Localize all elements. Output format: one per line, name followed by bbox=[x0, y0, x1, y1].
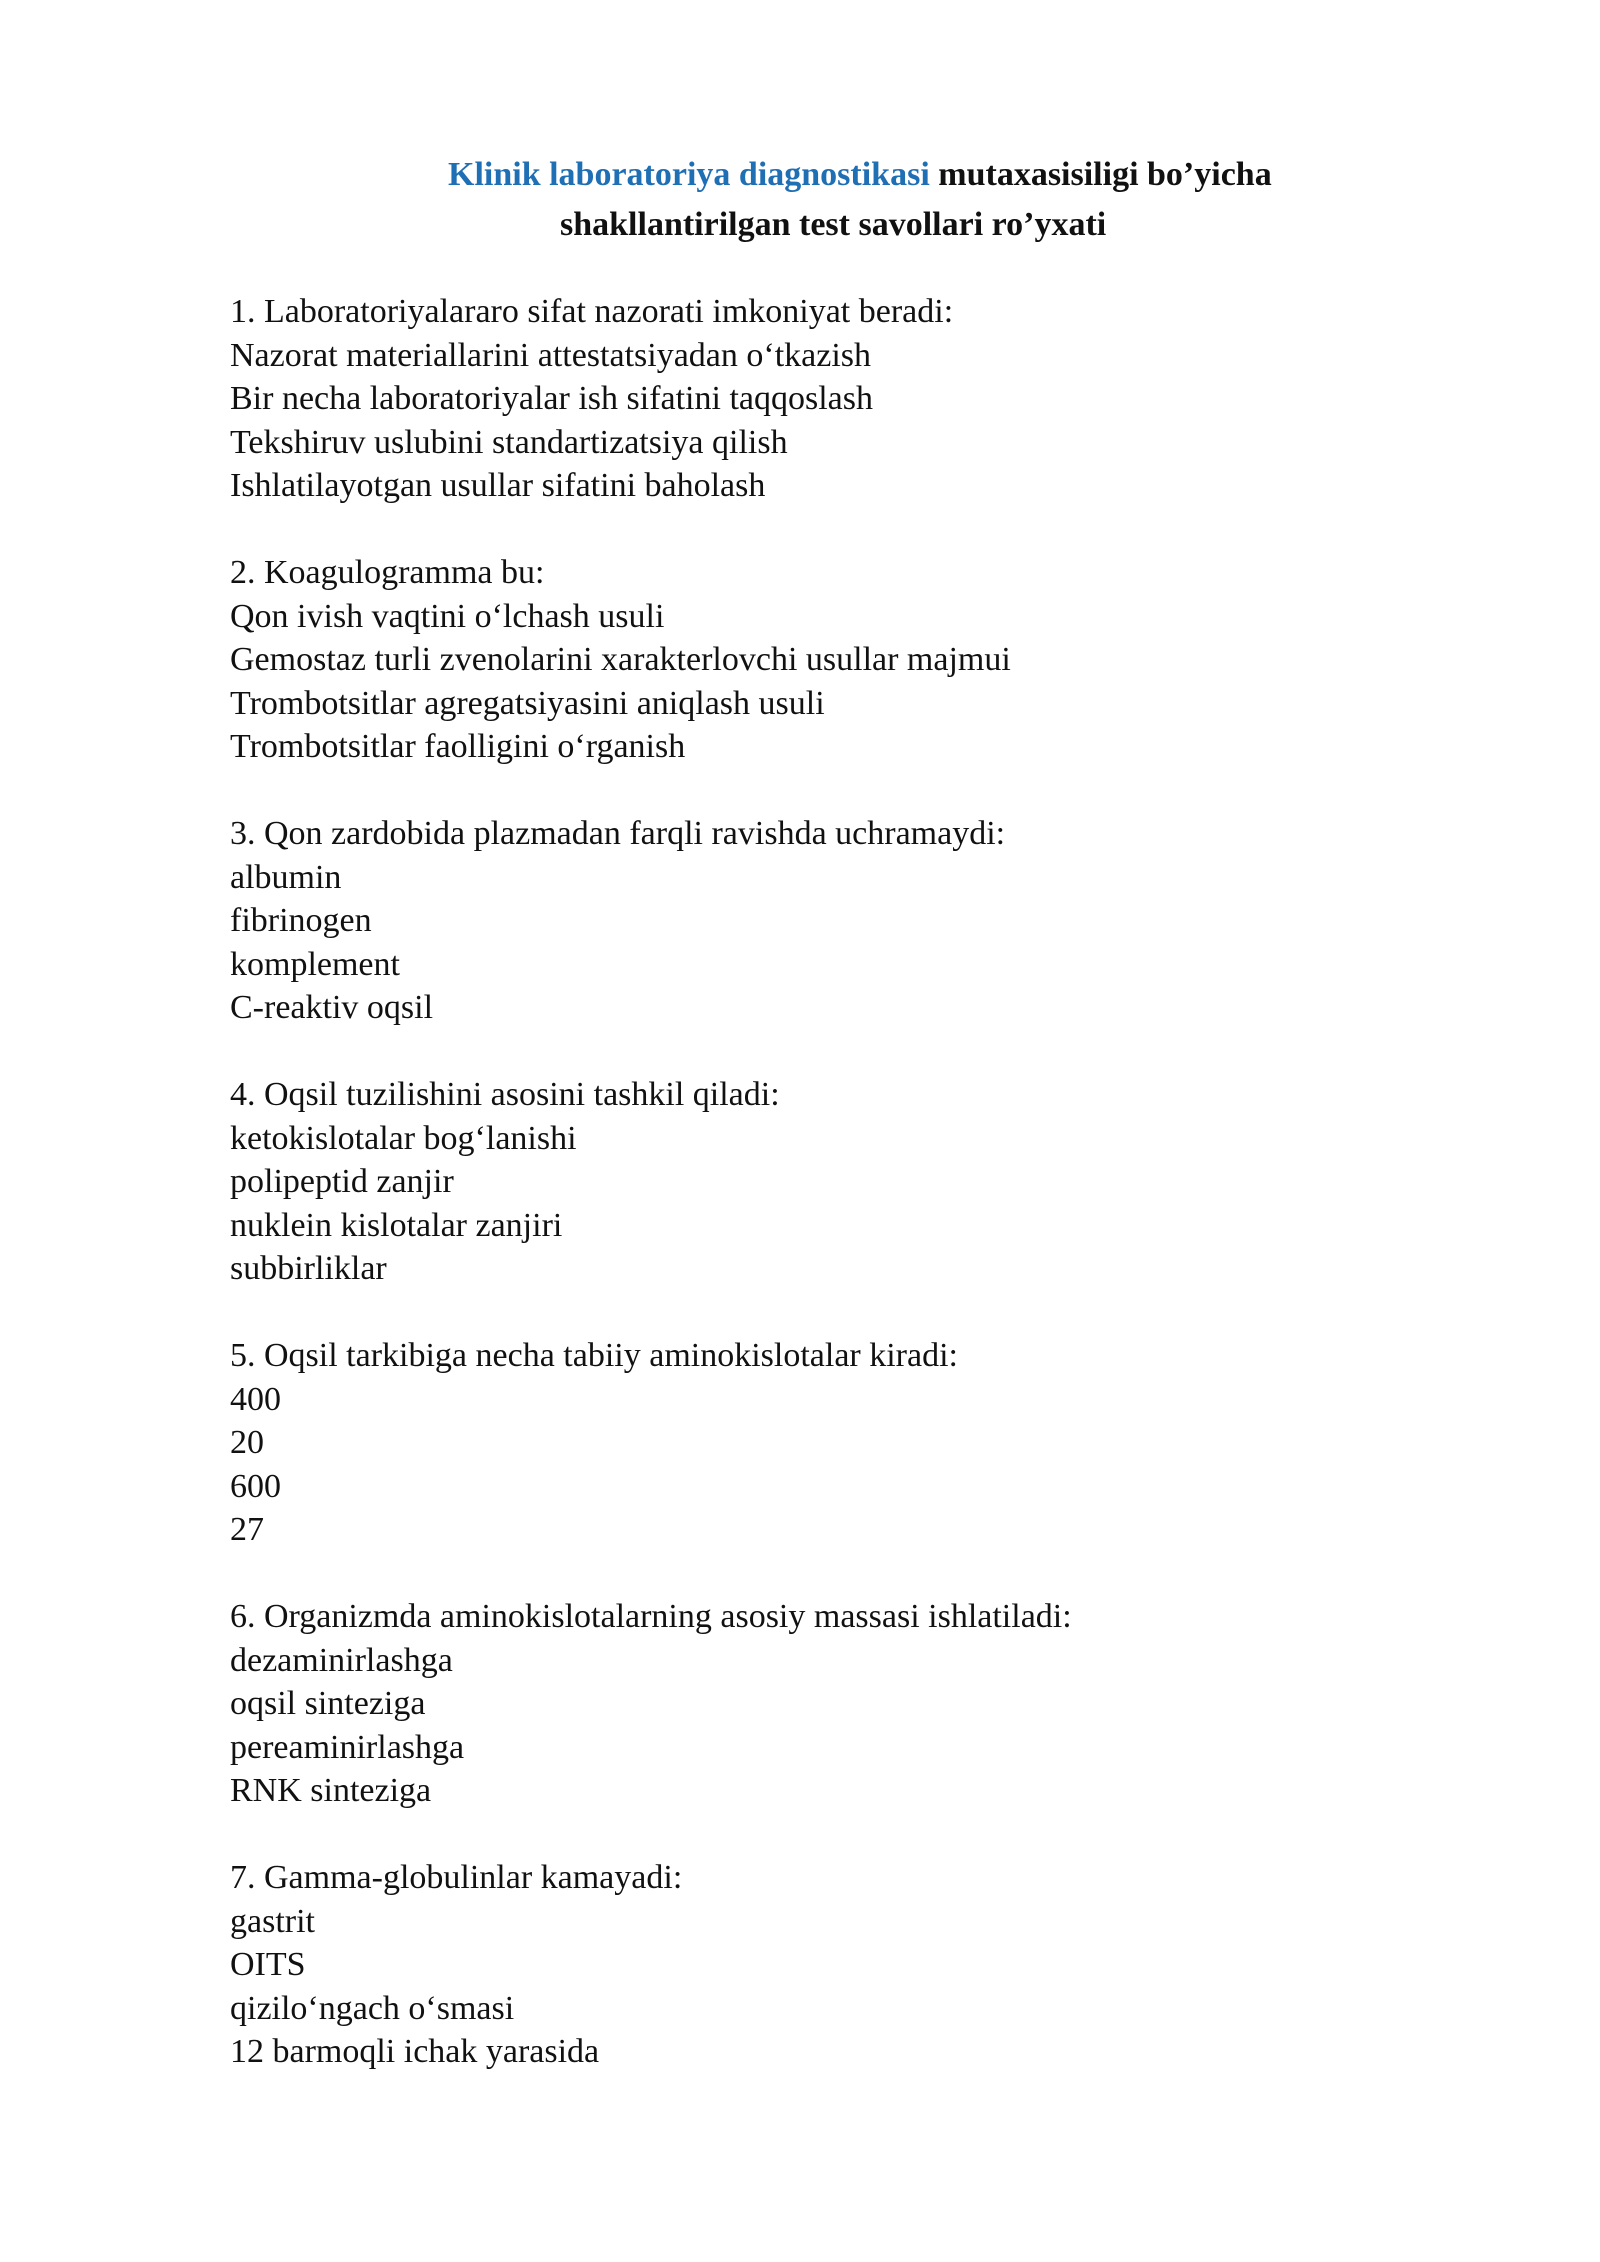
answer-option: 20 bbox=[230, 1424, 264, 1461]
answer-option: subbirliklar bbox=[230, 1250, 387, 1287]
title-rest: mutaxasisiligi bo’yicha bbox=[929, 156, 1272, 193]
answer-option: 600 bbox=[230, 1467, 281, 1505]
answer-option: Gemostaz turli zvenolarini xarakterlovchi usullar majmui bbox=[230, 641, 1011, 678]
question-text: 3. Qon zardobida plazmadan farqli ravishda uchramaydi: bbox=[230, 815, 1006, 852]
answer-option: gastrit bbox=[230, 1902, 315, 1940]
question-1 bbox=[230, 290, 1530, 508]
answer-option: komplement bbox=[230, 945, 400, 983]
answer-option: Tekshiruv uslubini standartizatsiya qilish bbox=[230, 423, 788, 461]
answer-option: Nazorat materiallarini attestatsiyadan o‘tkazish bbox=[230, 336, 872, 374]
answer-option: RNK sinteziga bbox=[230, 1772, 432, 1809]
answer-option: 12 barmoqli ichak yarasida bbox=[230, 2033, 600, 2070]
document-subtitle: shakllantirilgan test savollari ro’yxati bbox=[560, 206, 1107, 243]
question-2 bbox=[230, 551, 1530, 769]
document-header bbox=[0, 150, 1600, 250]
answer-option: C-reaktiv oqsil bbox=[230, 989, 434, 1026]
question-text: 7. Gamma-globulinlar kamayadi: bbox=[230, 1859, 683, 1896]
question-4 bbox=[230, 1073, 1530, 1291]
answer-option: nuklein kislotalar zanjiri bbox=[230, 1206, 563, 1244]
answer-option: albumin bbox=[230, 858, 342, 896]
question-text: 6. Organizmda aminokislotalarning asosiy massasi ishlatiladi: bbox=[230, 1598, 1072, 1635]
question-text: 4. Oqsil tuzilishini asosini tashkil qiladi: bbox=[230, 1076, 780, 1113]
answer-option: polipeptid zanjir bbox=[230, 1163, 454, 1200]
answer-option: Trombotsitlar faolligini o‘rganish bbox=[230, 728, 686, 765]
answer-option: oqsil sinteziga bbox=[230, 1685, 426, 1722]
question-5 bbox=[230, 1334, 1530, 1552]
document-title bbox=[0, 150, 1600, 200]
answer-option: fibrinogen bbox=[230, 902, 372, 939]
answer-option: dezaminirlashga bbox=[230, 1641, 453, 1679]
question-text: 5. Oqsil tarkibiga necha tabiiy aminokislotalar kiradi: bbox=[230, 1337, 958, 1374]
question-text: 1. Laboratoriyalararo sifat nazorati imkoniyat beradi: bbox=[230, 293, 954, 330]
answer-option: OITS bbox=[230, 1946, 306, 1983]
answer-option: Ishlatilayotgan usullar sifatini baholash bbox=[230, 467, 766, 504]
question-6 bbox=[230, 1595, 1530, 1813]
question-list bbox=[230, 290, 1530, 2117]
question-3 bbox=[230, 812, 1530, 1030]
answer-option: qizilo‘ngach o‘smasi bbox=[230, 1989, 515, 2027]
question-text: 2. Koagulogramma bu: bbox=[230, 554, 545, 591]
question-7 bbox=[230, 1856, 1530, 2074]
answer-option: pereaminirlashga bbox=[230, 1728, 465, 1766]
answer-option: Bir necha laboratoriyalar ish sifatini taqqoslash bbox=[230, 380, 873, 417]
answer-option: 27 bbox=[230, 1511, 264, 1548]
answer-option: 400 bbox=[230, 1380, 281, 1418]
answer-option: Trombotsitlar agregatsiyasini aniqlash usuli bbox=[230, 684, 825, 722]
title-accent: Klinik laboratoriya diagnostikasi bbox=[448, 156, 930, 193]
answer-option: Qon ivish vaqtini o‘lchash usuli bbox=[230, 597, 665, 635]
answer-option: ketokislotalar bog‘lanishi bbox=[230, 1119, 577, 1157]
